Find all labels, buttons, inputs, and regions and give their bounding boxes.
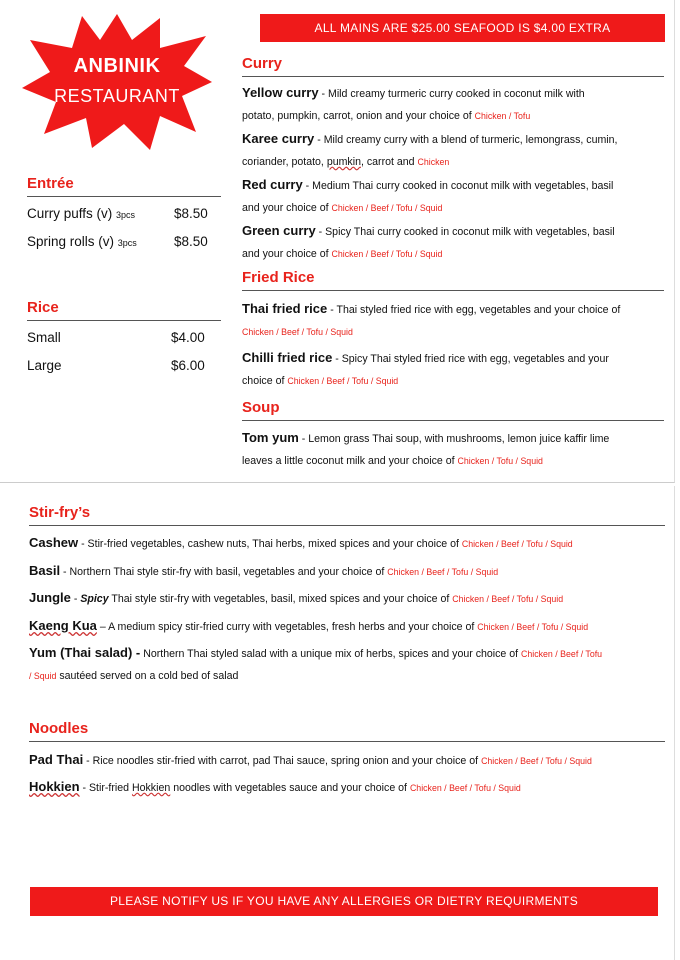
entree-item-qty: 3pcs bbox=[116, 210, 136, 220]
item-name: Jungle bbox=[29, 590, 71, 605]
entree-item-qty: 3pcs bbox=[117, 238, 137, 248]
rice-rule bbox=[27, 320, 221, 321]
item-name: Chilli fried rice bbox=[242, 350, 333, 365]
item-desc: - Mild creamy curry with a blend of turmeric, lemongrass, cumin, bbox=[314, 134, 618, 146]
item-desc: sautéed served on a cold bed of salad bbox=[56, 670, 239, 682]
item-options: Chicken / Beef / Tofu / Squid bbox=[287, 376, 399, 386]
menu-item bbox=[242, 82, 667, 127]
item-options: Chicken / Beef / Tofu / Squid bbox=[481, 756, 592, 766]
entree-heading: Entrée bbox=[27, 175, 74, 192]
logo-starburst bbox=[20, 10, 214, 152]
menu-item bbox=[242, 220, 667, 265]
item-name: Green curry bbox=[242, 223, 316, 238]
spicy-label: Spicy bbox=[80, 593, 109, 605]
stirfry-heading: Stir-fry’s bbox=[29, 504, 91, 521]
item-options: Chicken bbox=[417, 157, 450, 167]
entree-rule bbox=[27, 196, 221, 197]
menu-item bbox=[29, 749, 669, 772]
item-name: Yum (Thai salad) - bbox=[29, 645, 141, 660]
entree-item-name: Curry puffs (v) bbox=[27, 206, 113, 221]
item-desc: choice of bbox=[242, 375, 288, 387]
item-desc: potato, pumpkin, carrot, onion and your choice of bbox=[242, 110, 475, 122]
item-options: Chicken / Beef / Tofu / Squid bbox=[331, 249, 443, 259]
menu-item bbox=[29, 776, 669, 799]
curry-rule bbox=[242, 76, 664, 77]
item-desc: Thai style stir-fry with vegetables, basil, mixed spices and your choice of bbox=[108, 593, 453, 605]
rice-item-price: $4.00 bbox=[171, 330, 205, 345]
item-desc: , carrot and bbox=[360, 156, 418, 168]
item-options: / Squid bbox=[29, 671, 57, 681]
item-name: Hokkien bbox=[29, 779, 80, 794]
item-desc: and your choice of bbox=[242, 248, 332, 260]
noodles-heading: Noodles bbox=[29, 720, 89, 737]
item-options: Chicken / Beef / Tofu / Squid bbox=[387, 567, 499, 577]
item-options: Chicken / Beef / Tofu / Squid bbox=[242, 327, 353, 337]
rice-heading: Rice bbox=[27, 299, 59, 316]
menu-item bbox=[29, 615, 669, 638]
item-desc: - Thai styled fried rice with egg, vegetables and your choice of bbox=[327, 304, 621, 316]
item-desc: leaves a little coconut milk and your choice of bbox=[242, 455, 458, 467]
rice-item-name: Small bbox=[27, 330, 61, 345]
entree-item bbox=[27, 206, 135, 221]
logo-subtitle: RESTAURANT bbox=[54, 86, 180, 106]
item-desc: - bbox=[70, 593, 81, 605]
entree-item bbox=[27, 234, 137, 249]
item-options: Chicken / Beef / Tofu / Squid bbox=[409, 783, 521, 793]
item-desc: - Medium Thai curry cooked in coconut milk with vegetables, basil bbox=[302, 180, 614, 192]
fried-rice-rule bbox=[242, 290, 664, 291]
item-options: Chicken / Beef / Tofu / Squid bbox=[477, 622, 589, 632]
menu-item bbox=[242, 347, 667, 392]
menu-item bbox=[29, 532, 669, 555]
menu-item bbox=[29, 560, 669, 583]
item-name: Basil bbox=[29, 563, 61, 578]
item-desc: - Spicy Thai curry cooked in coconut milk with vegetables, basil bbox=[315, 226, 615, 238]
item-desc: - Lemon grass Thai soup, with mushrooms, lemon juice kaffir lime bbox=[298, 433, 610, 445]
item-desc: - Stir-fried vegetables, cashew nuts, Thai herbs, mixed spices and your choice of bbox=[78, 538, 462, 550]
item-desc: Hokkien bbox=[131, 782, 171, 794]
item-desc: pumkin bbox=[326, 156, 361, 168]
item-name: Yellow curry bbox=[242, 85, 319, 100]
menu-item bbox=[29, 642, 669, 687]
item-desc: and your choice of bbox=[242, 202, 332, 214]
noodles-rule bbox=[29, 741, 665, 742]
item-desc: - Northern Thai style stir-fry with basil, vegetables and your choice of bbox=[60, 566, 388, 578]
item-options: Chicken / Beef / Tofu bbox=[521, 649, 603, 659]
item-options: Chicken / Beef / Tofu / Squid bbox=[452, 594, 564, 604]
item-name: Kaeng Kua bbox=[29, 618, 97, 633]
item-name: Tom yum bbox=[242, 430, 299, 445]
menu-item bbox=[242, 298, 667, 343]
entree-item-price: $8.50 bbox=[174, 206, 208, 221]
menu-item bbox=[242, 128, 667, 173]
entree-item-price: $8.50 bbox=[174, 234, 208, 249]
item-desc: coriander, potato, bbox=[242, 156, 327, 168]
item-desc: - Mild creamy turmeric curry cooked in coconut milk with bbox=[318, 88, 585, 100]
item-options: Chicken / Tofu / Squid bbox=[457, 456, 543, 466]
item-name: Red curry bbox=[242, 177, 303, 192]
item-name: Thai fried rice bbox=[242, 301, 328, 316]
allergy-notice-banner: PLEASE NOTIFY US IF YOU HAVE ANY ALLERGIES OR DIETRY REQUIRMENTS bbox=[30, 887, 658, 916]
entree-item-name: Spring rolls (v) bbox=[27, 234, 115, 249]
menu-item bbox=[242, 174, 667, 219]
item-name: Karee curry bbox=[242, 131, 315, 146]
fried-rice-heading: Fried Rice bbox=[242, 269, 315, 286]
item-desc: - Stir-fried bbox=[79, 782, 132, 794]
item-name: Pad Thai bbox=[29, 752, 84, 767]
item-options: Chicken / Tofu bbox=[474, 111, 531, 121]
item-desc: Northern Thai styled salad with a unique mix of herbs, spices and your choice of bbox=[140, 648, 522, 660]
item-desc: – A medium spicy stir-fried curry with vegetables, fresh herbs and your choice of bbox=[96, 621, 478, 633]
rice-item-name: Large bbox=[27, 358, 62, 373]
curry-heading: Curry bbox=[242, 55, 283, 72]
soup-heading: Soup bbox=[242, 399, 280, 416]
rice-item-price: $6.00 bbox=[171, 358, 205, 373]
menu-item bbox=[242, 427, 667, 472]
item-desc: noodles with vegetables sauce and your choice of bbox=[170, 782, 410, 794]
menu-item bbox=[29, 587, 669, 610]
item-name: Cashew bbox=[29, 535, 79, 550]
item-desc: - Spicy Thai styled fried rice with egg, vegetables and your bbox=[332, 353, 609, 365]
soup-rule bbox=[242, 420, 664, 421]
item-options: Chicken / Beef / Tofu / Squid bbox=[331, 203, 443, 213]
stirfry-rule bbox=[29, 525, 665, 526]
item-options: Chicken / Beef / Tofu / Squid bbox=[461, 539, 573, 549]
logo-name: ANBINIK bbox=[73, 55, 161, 77]
item-desc: - Rice noodles stir-fried with carrot, pad Thai sauce, spring onion and your choice of bbox=[83, 755, 482, 767]
mains-price-banner: ALL MAINS ARE $25.00 SEAFOOD IS $4.00 EXTRA bbox=[260, 14, 665, 42]
